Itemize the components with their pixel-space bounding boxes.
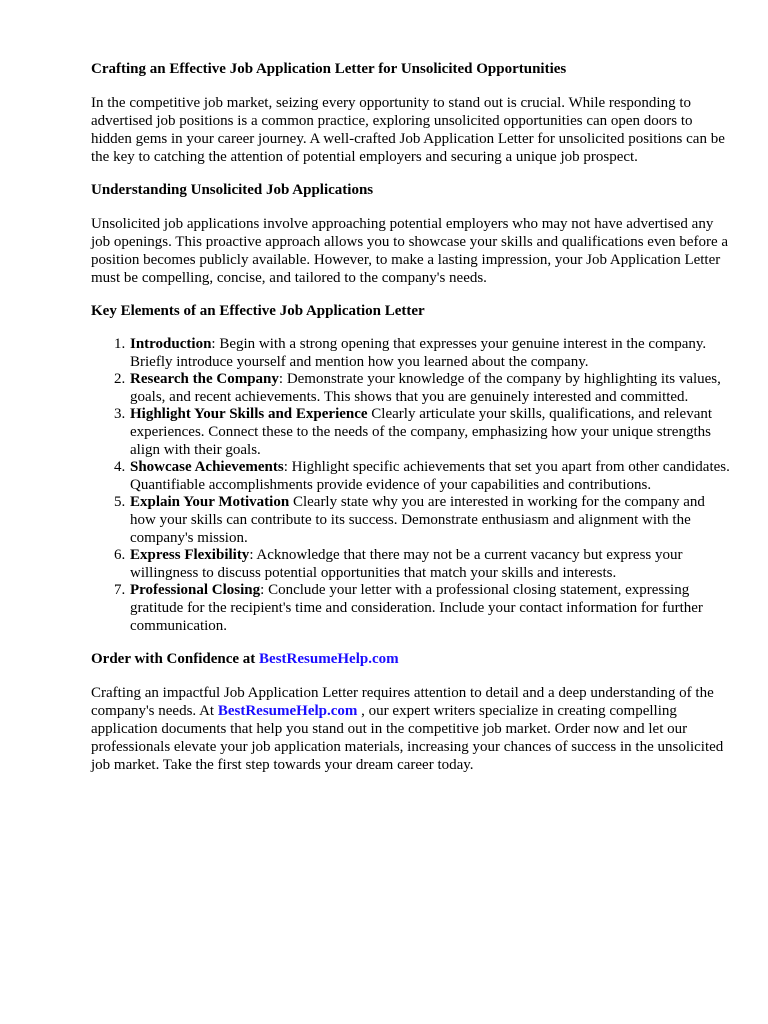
list-item-text: Conclude your letter with a professional closing statement, expressing gratitude for the recipient's time and consideration. Include your contact information for further communication. [130, 582, 703, 634]
bestresumehelp-heading-link[interactable]: BestResumeHelp.com [259, 651, 399, 668]
list-item-text: Clearly state why you are interested in working for the company and how your skills can contribute to its success. Demonstrate enthusiasm and alignment with the company's mission. [130, 494, 705, 546]
list-item-term: Explain Your Motivation [130, 494, 290, 511]
list-item-separator: : [260, 582, 269, 599]
list-item-text: Acknowledge that there may not be a current vacancy but express your willingness to discuss potential opportunities that match your skills and interests. [130, 547, 683, 581]
list-item [129, 371, 731, 406]
section-heading-understanding: Understanding Unsolicited Job Applications [91, 182, 374, 198]
intro-paragraph: In the competitive job market, seizing every opportunity to stand out is crucial. While responding to advertised job positions is a common practice, exploring unsolicited opportunities can open doors to hidden gems in your career journey. A well-crafted Job Application Letter for unsolicited positions can be the key to catching the attention of potential employers and securing a unique job prospect. [91, 95, 725, 165]
list-item-term: Showcase Achievements [130, 459, 284, 476]
key-elements-list [91, 336, 731, 635]
list-item-text: Begin with a strong opening that expresses your genuine interest in the company. Briefly introduce yourself and mention how you learned about the company. [130, 336, 707, 370]
list-item [129, 336, 731, 371]
list-item [129, 547, 731, 582]
bestresumehelp-body-link[interactable]: BestResumeHelp.com [217, 703, 358, 720]
order-paragraph [91, 684, 731, 774]
list-item [129, 582, 731, 635]
list-item-term: Introduction [130, 336, 212, 352]
list-item [129, 406, 731, 459]
list-item-text: Clearly articulate your skills, qualifications, and relevant experiences. Connect these to the needs of the company, emphasizing how your unique strengths align with their goals. [130, 406, 713, 458]
list-item-term: Research the Company [130, 371, 279, 388]
list-item-term: Professional Closing [130, 582, 261, 599]
order-text-after: , our expert writers specialize in creating compelling application documents that help you stand out in the competitive job market. Order now and let our professionals elevate your job application materials, increasing your chances of success in the unsolicited job market. Take the first step towards your dream career today. [91, 703, 724, 774]
document-title: Crafting an Effective Job Application Letter for Unsolicited Opportunities [91, 61, 567, 77]
section-heading-key-elements: Key Elements of an Effective Job Application Letter [91, 303, 425, 319]
list-item-separator: : [249, 547, 257, 564]
list-item-text: Demonstrate your knowledge of the company by highlighting its values, goals, and recent achievements. This shows that you are genuinely interested and committed. [130, 371, 721, 405]
list-item-term: Express Flexibility [130, 547, 250, 564]
order-text-before: Crafting an impactful Job Application Letter requires attention to detail and a deep understanding of the company's needs. At [91, 685, 714, 720]
list-item-term: Highlight Your Skills and Experience [130, 406, 368, 423]
list-item-separator: : [211, 336, 220, 352]
list-item-separator: : [283, 459, 292, 476]
list-item-separator: : [278, 371, 287, 388]
section-heading-order [91, 650, 728, 668]
order-heading-prefix: Order with Confidence at [91, 651, 260, 668]
list-item [129, 459, 731, 494]
list-item [129, 494, 731, 547]
list-item-text: Highlight specific achievements that set you apart from other candidates. Quantifiable accomplishments provide evidence of your capabilities and contributions. [130, 459, 730, 493]
understanding-paragraph: Unsolicited job applications involve approaching potential employers who may not have advertised any job openings. This proactive approach allows you to showcase your skills and qualifications even before a position becomes publicly available. However, to make a lasting impression, your Job Application Letter must be compelling, concise, and tailored to the company's needs. [91, 216, 729, 286]
